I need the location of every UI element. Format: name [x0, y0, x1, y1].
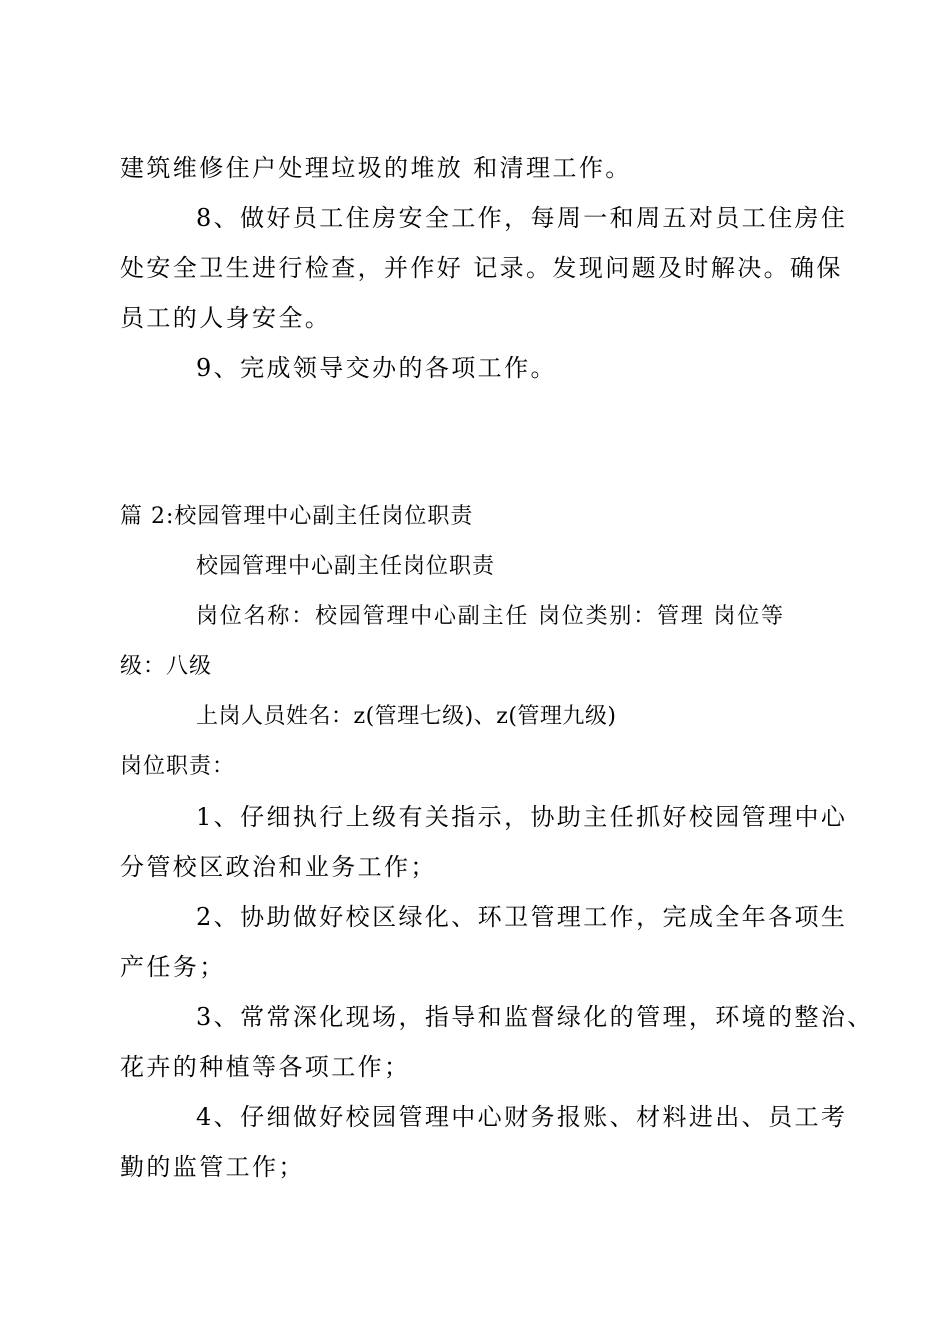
duty-item-3-cont: 花卉的种植等各项工作； [120, 1053, 411, 1081]
paragraph-line-item-8: 8、做好员工住房安全工作，每周一和周五对员工住房住 [196, 204, 848, 232]
staff-line: 上岗人员姓名：z(管理七级)、z(管理九级) [196, 704, 617, 729]
duty-item-2-cont: 产任务； [120, 953, 226, 981]
position-info-line: 级：八级 [120, 654, 213, 679]
duty-item-1-cont: 分管校区政治和业务工作； [120, 853, 437, 881]
position-info-line: 岗位名称：校园管理中心副主任 岗位类别：管理 岗位等 [196, 604, 785, 629]
paragraph-line: 员工的人身安全。 [120, 304, 332, 332]
duty-item-4-cont: 勤的监管工作； [120, 1153, 305, 1181]
duty-item-3: 3、常常深化现场，指导和监督绿化的管理，环境的整治、 [196, 1003, 874, 1031]
duty-item-4: 4、仔细做好校园管理中心财务报账、材料进出、员工考 [196, 1103, 848, 1131]
duty-item-1: 1、仔细执行上级有关指示，协助主任抓好校园管理中心 [196, 803, 848, 831]
paragraph-line-item-9: 9、完成领导交办的各项工作。 [196, 354, 557, 382]
duty-item-2: 2、协助做好校区绿化、环卫管理工作，完成全年各项生 [196, 903, 848, 931]
section-heading: 篇 2:校园管理中心副主任岗位职责 [120, 504, 474, 529]
section-title: 校园管理中心副主任岗位职责 [196, 554, 496, 579]
paragraph-line: 建筑维修住户处理垃圾的堆放 和清理工作。 [120, 154, 632, 182]
paragraph-line: 处安全卫生进行检查，并作好 记录。发现问题及时解决。确保 [120, 254, 843, 282]
duties-label: 岗位职责： [120, 754, 236, 779]
